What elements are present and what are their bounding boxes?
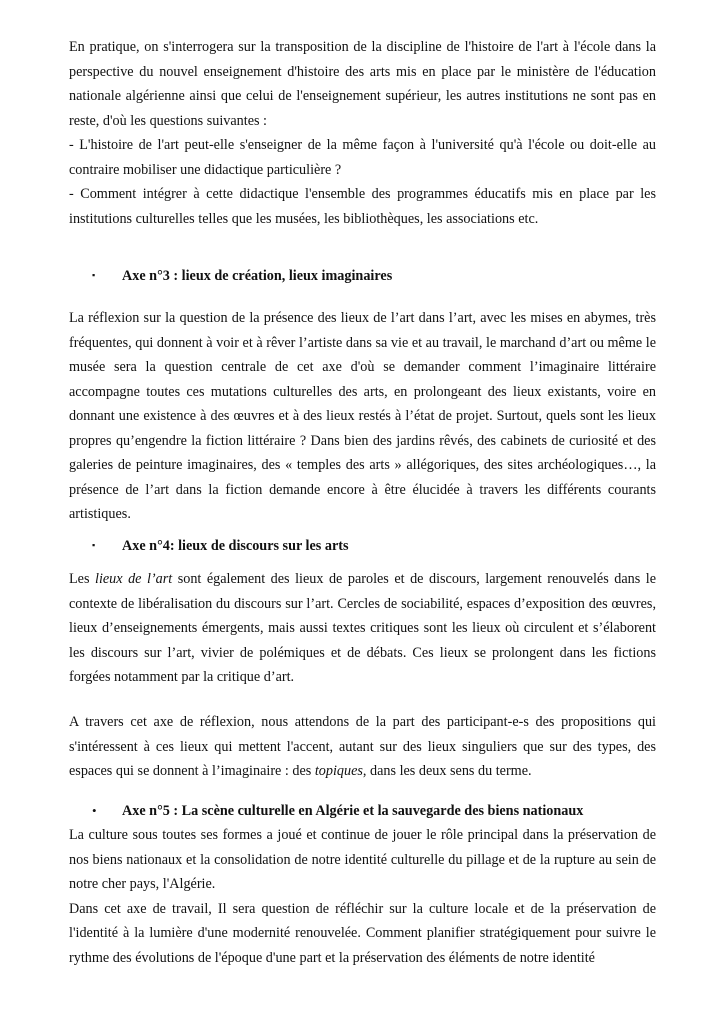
axe3-title: Axe n°3 : lieux de création, lieux imaginaires <box>122 268 393 284</box>
axe4-heading <box>92 534 349 557</box>
axe3-body: La réflexion sur la question de la présence des lieux de l’art dans l’art, avec les mises en abymes, très fréquentes, qui donnent à voir et à rêver l’artiste dans sa vie et au travail, le marchand d’art ou même le musée sera la question centrale de cet axe d'où se demander comment l’imaginaire littéraire accompagne toutes ces mutations culturelles des arts, en prolongeant des lieux existants, voire en donnant une existence à des œuvres et à des lieux restés à l’état de projet. Surtout, quels sont les lieux propres qu’engendre la fiction littéraire ? Dans bien des jardins rêvés, des cabinets de curiosité et des galeries de peinture imaginaires, des « temples des arts » allégoriques, des sites archéologiques…, la présence de l’art dans la fiction demande encore à être élucidée à travers les différents courants artistiques. <box>69 310 656 522</box>
square-bullet-icon: ▪ <box>92 270 96 280</box>
axe5-title: Axe n°5 : La scène culturelle en Algérie et la sauvegarde des biens nationaux <box>122 803 584 819</box>
axe4-body-2: A travers cet axe de réflexion, nous attendons de la part des participant-e-s des propositions qui s'intéressent à ces lieux qui mettent l'accent, autant sur des lieux singuliers que sur des types, des espaces qui se donnent à l’imaginaire : des topiques, dans les deux sens du terme. <box>69 714 656 779</box>
axe4-title: Axe n°4: lieux de discours sur les arts <box>122 538 349 554</box>
axe5-body-section <box>69 823 656 970</box>
axe3-heading <box>92 264 392 287</box>
question-2: - Comment intégrer à cette didactique l'ensemble des programmes éducatifs mis en place par les institutions culturelles telles que les musées, les bibliothèques, les associations etc. <box>69 186 656 227</box>
axe4-body: Les lieux de l’art sont également des lieux de paroles et de discours, largement renouvelés dans le contexte de libéralisation du discours sur l’art. Cercles de sociabilité, espaces d’exposition des œuvres, lieux d’enseignements émergents, mais aussi textes critiques sont les lieux où circulent et s’élaborent les discours sur l’art, vivier de polémiques et de débats. Ces lieux se prolongent dans les fictions forgées notamment par la critique d’art. <box>69 571 656 685</box>
square-bullet-icon: ▪ <box>92 540 96 550</box>
round-bullet-icon: • <box>92 803 97 818</box>
axe5-body-2: Dans cet axe de travail, Il sera question de réfléchir sur la culture locale et de la préservation de l'identité à la lumière d'une modernité renouvelée. Comment planifier stratégiquement pour suivre le rythme des évolutions de l'époque d'une part et la préservation des éléments de notre identité <box>69 900 656 966</box>
axe4-emphasis-2: topiques <box>314 763 363 779</box>
question-1: - L'histoire de l'art peut-elle s'enseigner de la même façon à l'université qu'à l'école ou doit-elle au contraire mobiliser une didactique particulière ? <box>69 137 656 178</box>
axe5-body: La culture sous toutes ses formes a joué et continue de jouer le rôle principal dans la préservation de nos biens nationaux et la consolidation de notre identité culturelle du pillage et de la rupture au sein de notre cher pays, l'Algérie. <box>69 827 656 892</box>
axe4-emphasis: lieux de l’art <box>95 571 173 587</box>
intro-section <box>69 35 656 231</box>
intro-paragraph: En pratique, on s'interrogera sur la transposition de la discipline de l'histoire de l'art à l'école dans la perspective du nouvel enseignement d'histoire des arts mis en place par le ministère de l'éducation nationale algérienne ainsi que celui de l'enseignement supérieur, les autres institutions ne sont pas en reste, d'où les questions suivantes : <box>69 39 656 129</box>
axe5-heading <box>92 800 583 822</box>
